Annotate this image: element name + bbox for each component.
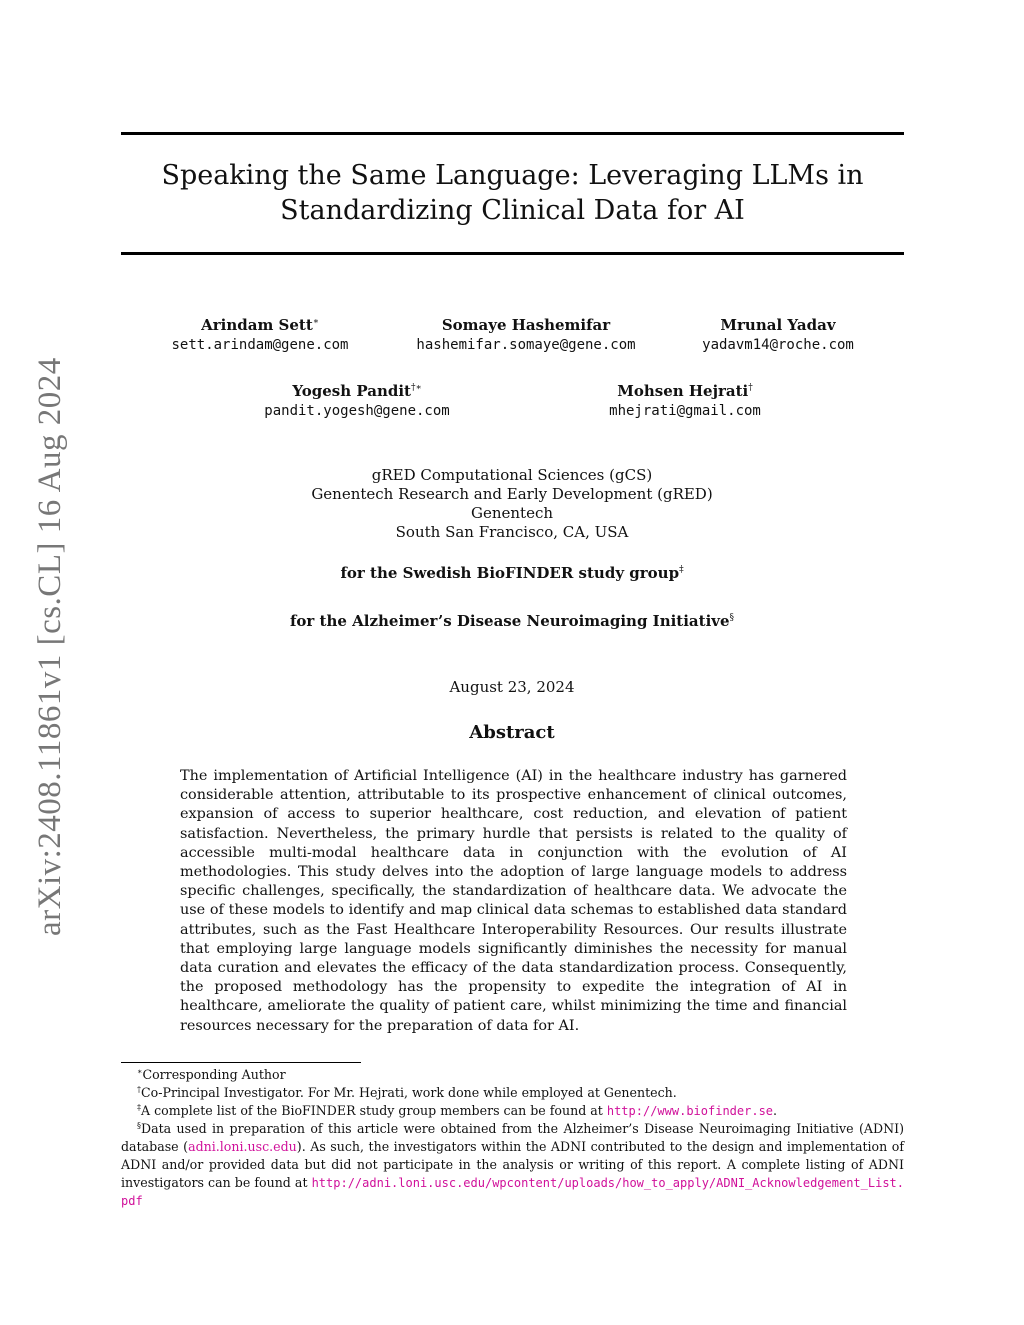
affiliation-line: Genentech Research and Early Development (gRED)	[311, 485, 713, 503]
footnote-rule	[121, 1062, 361, 1063]
author-name: Mrunal Yadav	[720, 316, 836, 334]
author-block	[690, 315, 866, 355]
footnote-corresponding: ∗Corresponding Author	[137, 1066, 286, 1082]
footnote-co-pi: †Co-Principal Investigator. For Mr. Hejrati, work done while employed at Genentech.	[137, 1084, 677, 1100]
adni-acknowledgement-link[interactable]: http://adni.loni.usc.edu/wpcontent/uploads/how_to_apply/ADNI_Acknowledgement_List.pdf	[121, 1176, 904, 1208]
footnotes	[121, 1066, 904, 1210]
author-email[interactable]: pandit.yogesh@gene.com	[264, 403, 450, 419]
author-name: Mohsen Hejrati†	[617, 382, 753, 400]
author-email[interactable]: hashemifar.somaye@gene.com	[416, 337, 636, 353]
author-block	[596, 381, 774, 421]
title-line-1: Speaking the Same Language: Leveraging LLMs in	[161, 160, 864, 191]
biofinder-link[interactable]: http://www.biofinder.se	[606, 1104, 774, 1118]
adni-database-link[interactable]: adni.loni.usc.edu	[188, 1139, 297, 1154]
title-top-rule	[121, 132, 904, 135]
footnote-adni: §Data used in preparation of this article were obtained from the Alzheimer’s Disease Neuroimaging Initiative (ADNI) database (adni.loni.usc.edu). As such, the investigators within the ADNI contributed to the design and implementation of ADNI and/or provided data but did not participate in the analysis or writing of this report. A complete listing of ADNI investigators can be found at http://adni.loni.usc.edu/wpcontent/uploads/how_to_apply/ADNI_Acknowledgement_List.pdf	[121, 1120, 905, 1208]
abstract-body: The implementation of Artificial Intelligence (AI) in the healthcare industry has garnered considerable attention, attributable to its prospective enhancement of clinical outcomes, expansion of access to superior healthcare, cost reduction, and elevation of patient satisfaction. Nevertheless, the primary hurdle that persists is related to the quality of accessible multi-modal healthcare data in conjunction with the evolution of AI methodologies. This study delves into the adoption of large language models to address specific challenges, specifically, the standardization of healthcare data. We advocate the use of these models to identify and map clinical data schemas to established data standard attributes, such as the Fast Healthcare Interoperability Resources. Our results illustrate that employing large language models significantly diminishes the necessity for manual data curation and elevates the efficacy of the data standardization process. Consequently, the proposed methodology has the propensity to expedite the integration of AI in healthcare, ameliorate the quality of patient care, whilst minimizing the time and financial resources necessary for the preparation of data for AI.	[180, 768, 847, 1034]
affiliation-line: Genentech	[470, 504, 554, 522]
author-block	[250, 381, 464, 421]
footnote-biofinder: ‡A complete list of the BioFINDER study group members can be found at http://www.biofinder.se.	[137, 1102, 778, 1118]
author-email[interactable]: sett.arindam@gene.com	[171, 337, 349, 353]
author-name: Somaye Hashemifar	[441, 316, 611, 334]
affiliation-line: gRED Computational Sciences (gCS)	[371, 466, 653, 484]
arxiv-identifier-stamp: arXiv:2408.11861v1 [cs.CL] 16 Aug 2024	[32, 357, 68, 936]
author-block	[400, 315, 652, 355]
study-group-biofinder: for the Swedish BioFINDER study group‡	[340, 564, 684, 582]
author-block	[160, 315, 360, 355]
title-bottom-rule	[121, 252, 904, 255]
affiliation	[0, 466, 1024, 542]
paper-title	[121, 158, 904, 228]
author-email[interactable]: yadavm14@roche.com	[702, 337, 854, 353]
paper-date: August 23, 2024	[449, 678, 575, 696]
abstract-heading: Abstract	[469, 722, 555, 743]
study-group-adni: for the Alzheimer’s Disease Neuroimaging Initiative§	[289, 612, 735, 630]
affiliation-line: South San Francisco, CA, USA	[395, 523, 629, 541]
title-line-2: Standardizing Clinical Data for AI	[280, 195, 745, 226]
author-name: Arindam Sett∗	[201, 316, 319, 334]
author-email[interactable]: mhejrati@gmail.com	[609, 403, 761, 419]
author-name: Yogesh Pandit†∗	[292, 382, 422, 400]
